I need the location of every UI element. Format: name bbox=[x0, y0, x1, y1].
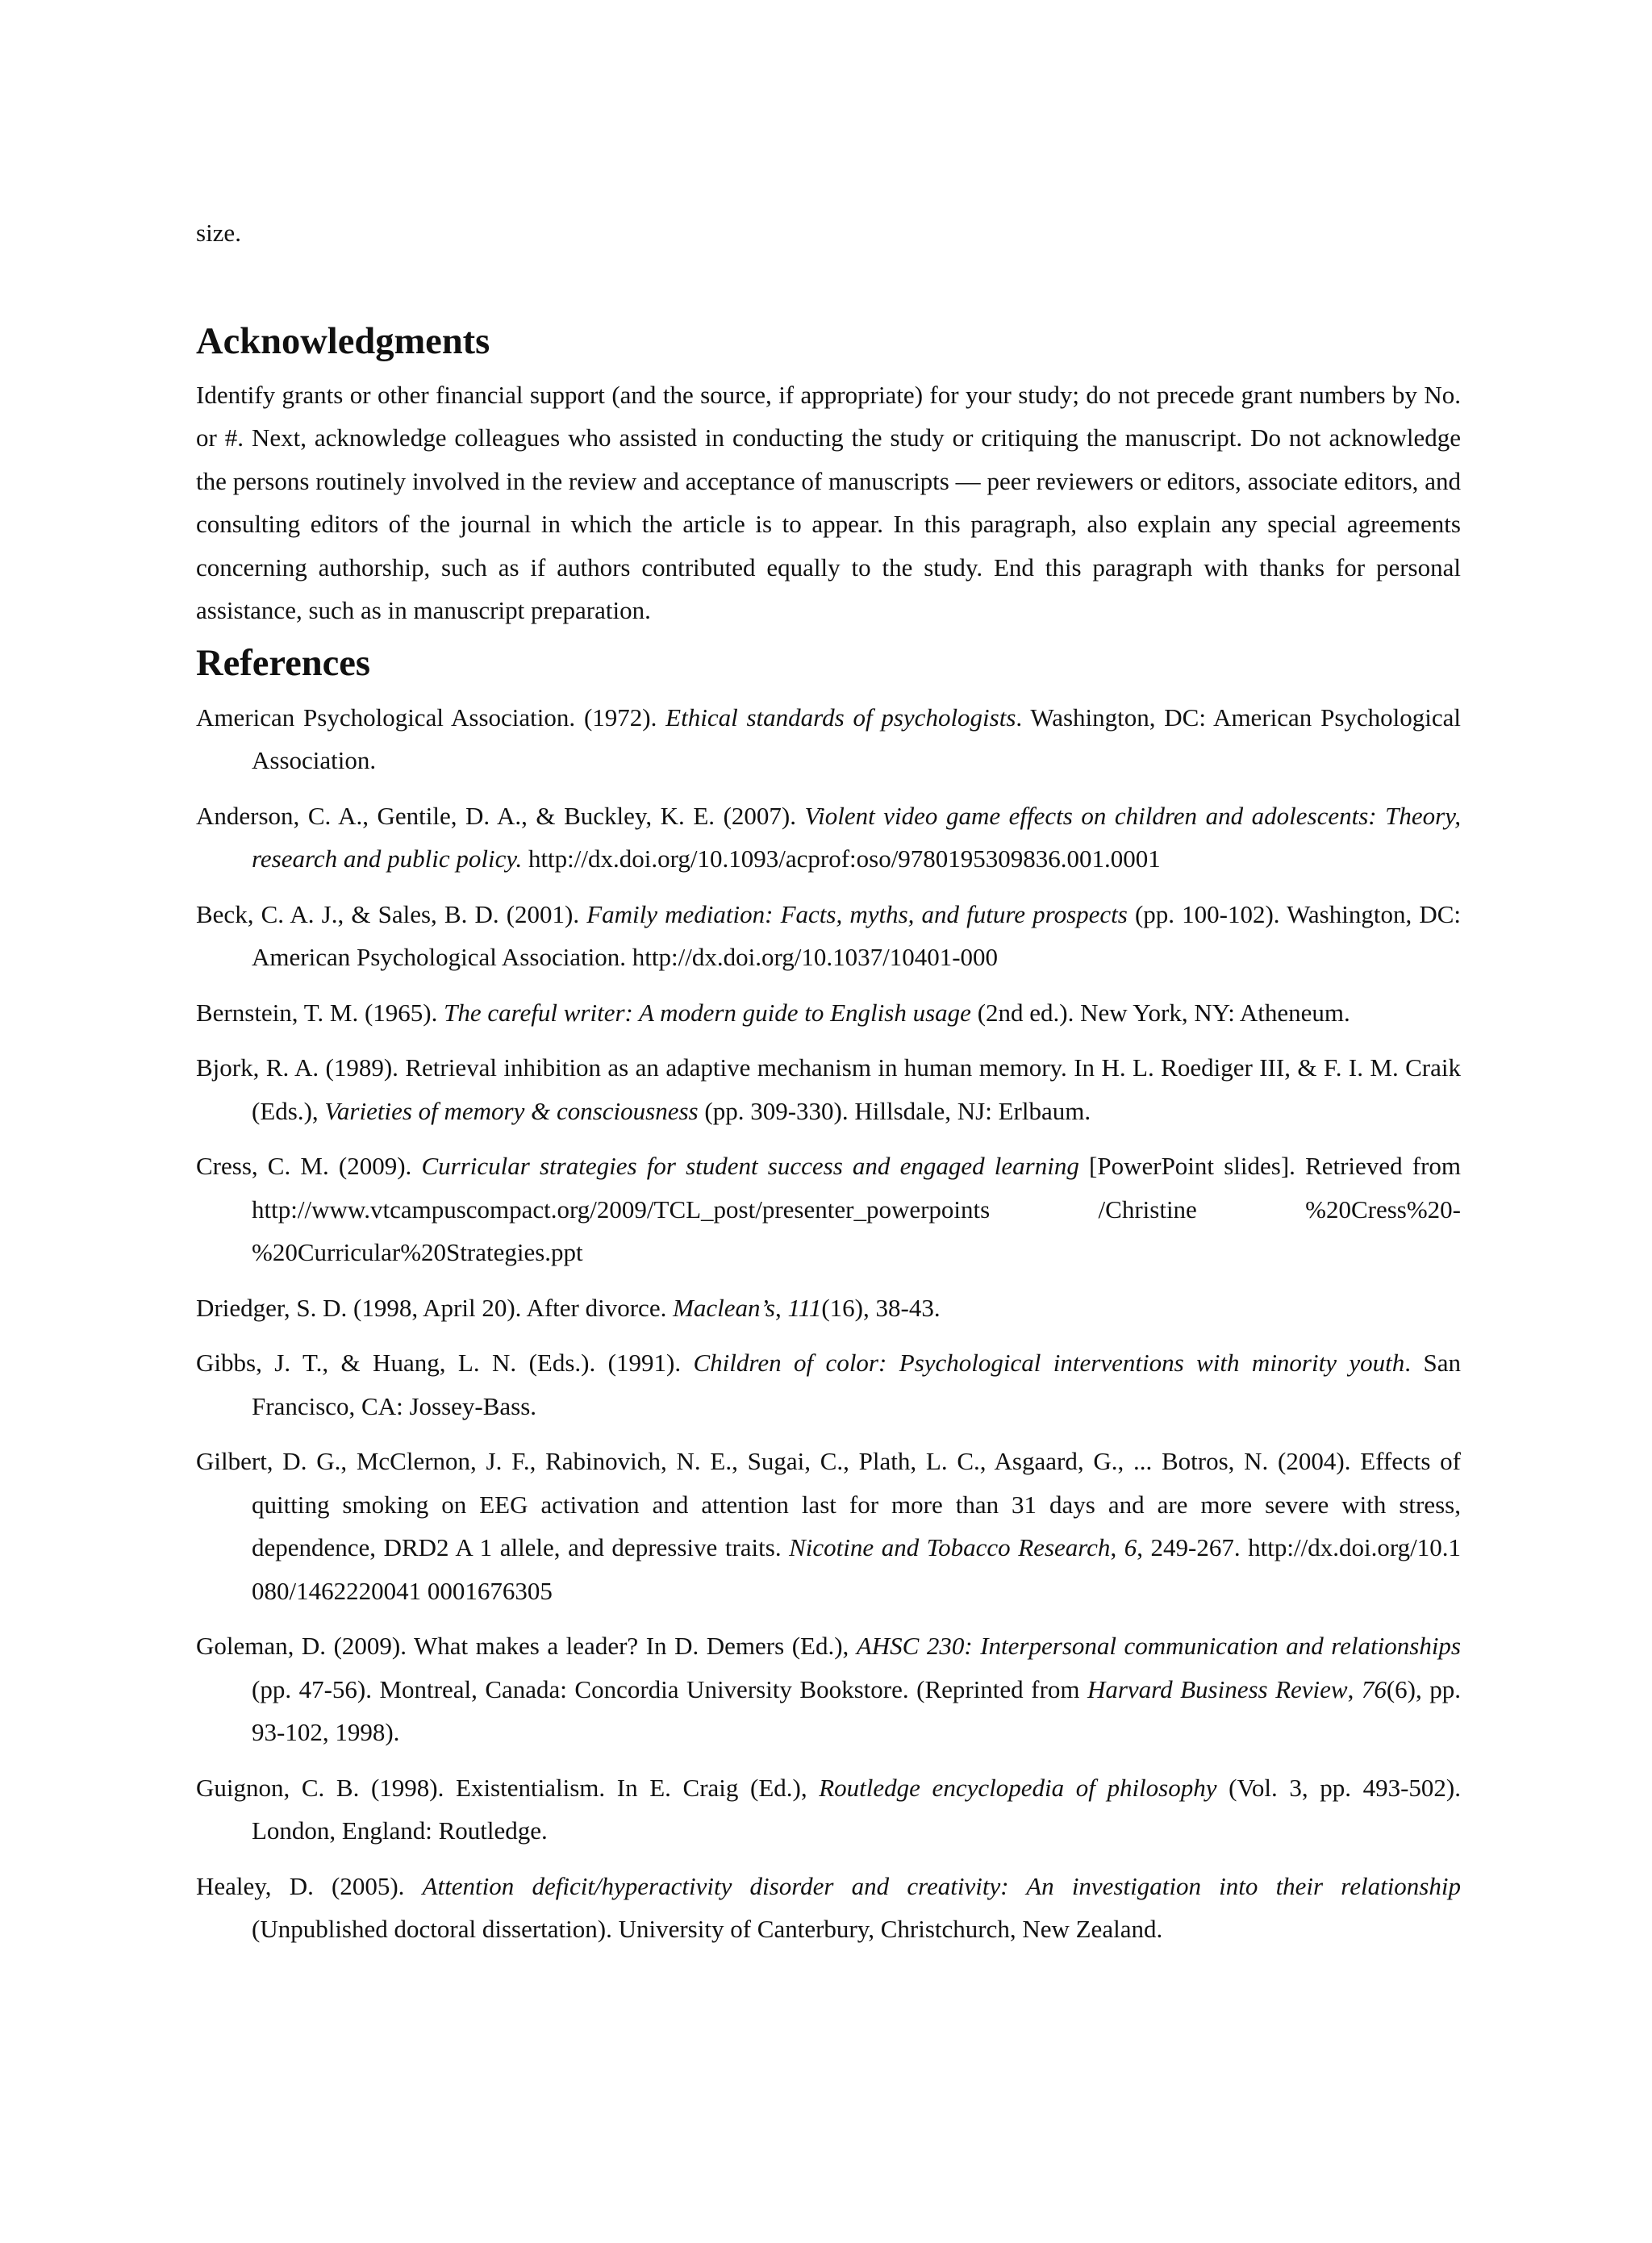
reference-entry: Anderson, C. A., Gentile, D. A., & Buckley, K. E. (2007). Violent video game effects on children and adolescents: Theory, research and public policy. http://dx.doi.org/10.1093/acprof:oso/9780195309836.001.0001 bbox=[196, 801, 1461, 873]
reference-entry: American Psychological Association. (1972). Ethical standards of psychologists. Washington, DC: American Psychological Association. bbox=[196, 703, 1461, 774]
references-heading: References bbox=[196, 642, 371, 684]
acknowledgments-heading: Acknowledgments bbox=[196, 320, 490, 362]
document-page bbox=[196, 211, 1461, 1963]
reference-entry: Cress, C. M. (2009). Curricular strategies for student success and engaged learning [PowerPoint slides]. Retrieved from http://www.vtcampuscompact.org/2009/TCL_post/presenter_powerpoints /Christine %20Cress%20-%20Curricular%20Strategies.ppt bbox=[196, 1152, 1461, 1266]
reference-entry: Goleman, D. (2009). What makes a leader? In D. Demers (Ed.), AHSC 230: Interpersonal communication and relationships (pp. 47-56). Montreal, Canada: Concordia University Bookstore. (Reprinted from Harvard Business Review, 76(6), pp. 93-102, 1998). bbox=[196, 1632, 1462, 1746]
acknowledgments-paragraph: Identify grants or other financial support (and the source, if appropriate) for your study; do not precede grant numbers by No. or #. Next, acknowledge colleagues who assisted in conducting the study or critiquing the manuscript. Do not acknowledge the persons routinely involved in the review and acceptance of manuscripts — peer reviewers or editors, associate editors, and consulting editors of the journal in which the article is to appear. In this paragraph, also explain any special agreements concerning authorship, such as if authors contributed equally to the study. End this paragraph with thanks for personal assistance, such as in manuscript preparation. bbox=[196, 380, 1461, 624]
reference-list bbox=[196, 696, 1461, 1951]
continued-text-fragment: size. bbox=[196, 219, 241, 247]
reference-entry: Healey, D. (2005). Attention deficit/hyperactivity disorder and creativity: An investigation into their relationship (Unpublished doctoral dissertation). University of Canterbury, Christchurch, New Zealand. bbox=[196, 1871, 1461, 1943]
reference-entry: Beck, C. A. J., & Sales, B. D. (2001). Family mediation: Facts, myths, and future prospects (pp. 100-102). Washington, DC: American Psychological Association. http://dx.doi.org/10.1037/10401-000 bbox=[196, 899, 1461, 971]
reference-entry: Bernstein, T. M. (1965). The careful writer: A modern guide to English usage (2nd ed.). New York, NY: Atheneum. bbox=[196, 998, 1350, 1027]
reference-entry: Guignon, C. B. (1998). Existentialism. In E. Craig (Ed.), Routledge encyclopedia of philosophy (Vol. 3, pp. 493-502). London, England: Routledge. bbox=[196, 1773, 1461, 1845]
reference-entry: Gilbert, D. G., McClernon, J. F., Rabinovich, N. E., Sugai, C., Plath, L. C., Asgaard, G., ... Botros, N. (2004). Effects of quitting smoking on EEG activation and attention last for more than 31 days and are more severe with stress, dependence, DRD2 A 1 allele, and depressive traits. Nicotine and Tobacco Research, 6, 249-267. http://dx.doi.org/10.1 080/1462220041 0001676305 bbox=[196, 1447, 1461, 1605]
reference-entry: Bjork, R. A. (1989). Retrieval inhibition as an adaptive mechanism in human memory. In H. L. Roediger III, & F. I. M. Craik (Eds.), Varieties of memory & consciousness (pp. 309-330). Hillsdale, NJ: Erlbaum. bbox=[196, 1053, 1461, 1125]
reference-entry: Driedger, S. D. (1998, April 20). After divorce. Maclean’s, 111(16), 38-43. bbox=[196, 1293, 941, 1322]
reference-entry: Gibbs, J. T., & Huang, L. N. (Eds.). (1991). Children of color: Psychological interventions with minority youth. San Francisco, CA: Jossey-Bass. bbox=[196, 1349, 1461, 1420]
